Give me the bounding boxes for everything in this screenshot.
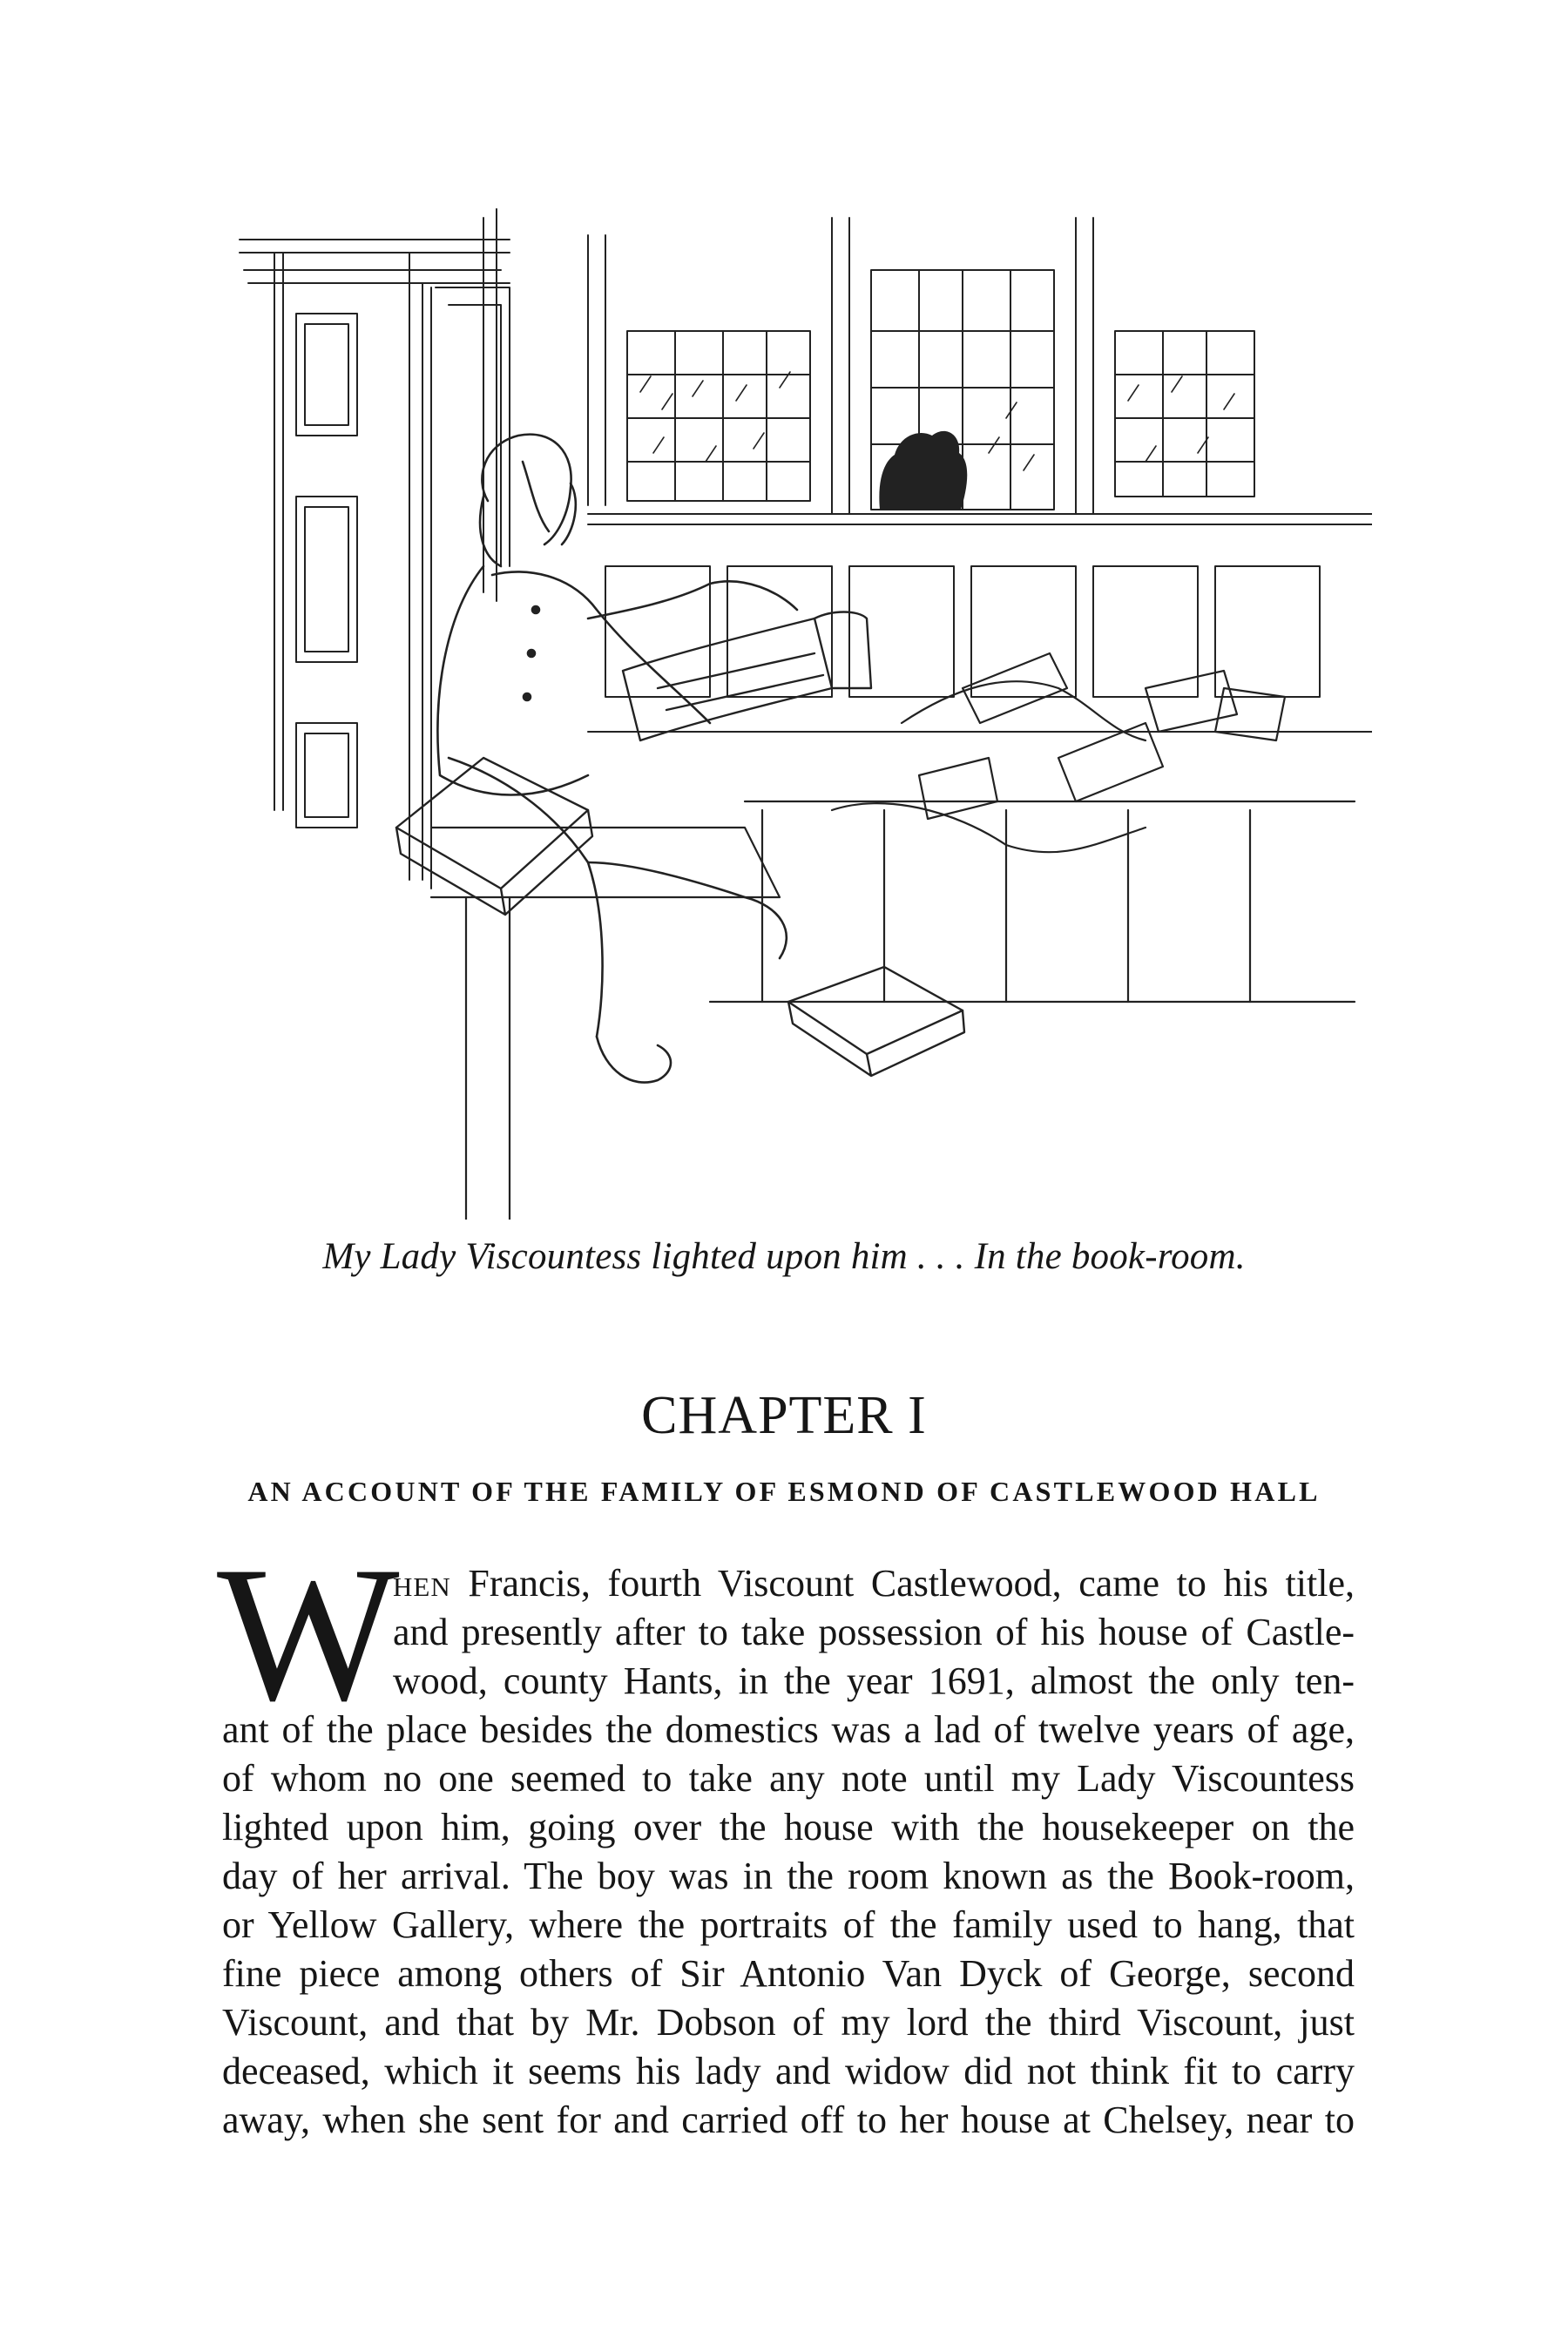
chapter-subtitle: AN ACCOUNT OF THE FAMILY OF ESMOND OF CASTLEWOOD HALL (247, 1476, 1321, 1507)
text-line: fine piece among others of Sir Antonio Van Dyck of George, second (222, 1952, 1355, 1995)
drop-cap: W (217, 1527, 400, 1741)
text-line: and presently after to take possession of his house of Castle- (393, 1611, 1355, 1653)
text-line: away, when she sent for and carried off to her house at Chelsey, near to (222, 2099, 1355, 2141)
text-line: ant of the place besides the domestics was a lad of twelve years of age, (222, 1708, 1355, 1751)
panelled-wall (240, 209, 510, 889)
chapter-body-text (217, 1527, 1355, 2145)
first-word-smallcaps: hen (393, 1562, 451, 1605)
illustration-caption: My Lady Viscountess lighted upon him . . . In the book-room. (322, 1236, 1246, 1277)
windows (588, 218, 1372, 524)
text-line: deceased, which it seems his lady and widow did not think fit to carry (222, 2050, 1355, 2092)
seated-figure (437, 435, 797, 1083)
text-line: day of her arrival. The boy was in the room known as the Book-room, (222, 1855, 1355, 1897)
text-line: or Yellow Gallery, where the portraits of the family used to hang, that (222, 1903, 1355, 1946)
text-line: of whom no one seemed to take any note until my Lady Viscountess (222, 1757, 1355, 1800)
books-on-windowsill (832, 653, 1285, 852)
wainscot (588, 566, 1372, 732)
book-room-illustration (222, 200, 1372, 1220)
text-line-content: Francis, fourth Viscount Castlewood, came to his title, (450, 1562, 1355, 1605)
tree-in-window (879, 431, 967, 510)
text-line: wood, county Hants, in the year 1691, almost the only ten- (393, 1659, 1355, 1702)
book-on-floor (788, 967, 964, 1076)
chapter-title: CHAPTER I (641, 1386, 927, 1445)
text-line: lighted upon him, going over the house with the housekeeper on the (222, 1806, 1355, 1848)
text-line: Viscount, and that by Mr. Dobson of my lord the third Viscount, just (222, 2001, 1355, 2044)
book-on-seat (396, 758, 592, 915)
window-seat (431, 801, 1355, 1220)
